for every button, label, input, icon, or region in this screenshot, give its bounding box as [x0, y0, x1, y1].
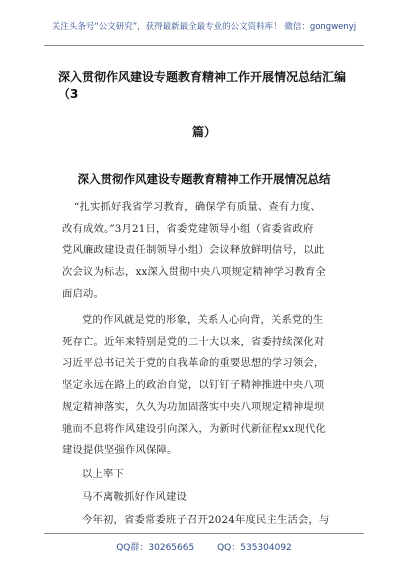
- footer-contact: [0, 540, 408, 553]
- body-line: 次会议为标志，xx深入贯彻中央八项规定精神学习教育全: [62, 266, 326, 278]
- body-line: 党风廉政建设责任制领导小组）会议释放鲜明信号，以此: [62, 244, 325, 256]
- body-line: 规定精神落实，久久为功加固落实中央八项规定精神堤坝: [62, 401, 325, 413]
- body-line: 马不离鞍抓好作风建设: [82, 491, 187, 503]
- body-line: 坚定永远在路上的政治自觉，以钉钉子精神推进中央八项: [62, 379, 325, 391]
- body-line: 党的作风就是党的形象，关系人心向背，关系党的生: [82, 314, 324, 326]
- document-title-line1: 深入贯彻作风建设专题教育精神工作开展情况总结汇编（3: [58, 70, 347, 101]
- body-line: 今年初，省委常委班子召开2024年度民主生活会，与: [82, 514, 330, 526]
- body-line: 面启动。: [62, 288, 104, 300]
- footer-divider: [44, 533, 364, 534]
- header-divider: [44, 45, 364, 46]
- body-line: 习近平总书记关于党的自我革命的重要思想的学习领会，: [62, 357, 325, 369]
- document-title-line2: 篇）: [191, 125, 216, 139]
- body-line: 以上率下: [82, 468, 124, 480]
- body-line: 建设提供坚强作风保障。: [62, 444, 178, 456]
- body-line: “扎实抓好我省学习教育，确保学有质量、查有力度、: [74, 201, 321, 213]
- section-title: 深入贯彻作风建设专题教育精神工作开展情况总结: [77, 172, 331, 186]
- body-line: 改有成效。”3月21日，省委党建领导小组（省委省政府: [62, 223, 314, 235]
- qq-group-number: QQ群：30265665: [116, 543, 195, 553]
- body-line: 驰而不息将作风建设引向深入，为新时代新征程xx现代化: [62, 423, 326, 435]
- body-line: 死存亡。近年来特别是党的二十大以来，省委持续深化对: [62, 336, 325, 348]
- header-notice: 关注头条号“公文研究”，获得最新最全最专业的公文资料库！ 微信：gongwenyj: [51, 22, 357, 32]
- qq-number: QQ：535304092: [217, 543, 292, 553]
